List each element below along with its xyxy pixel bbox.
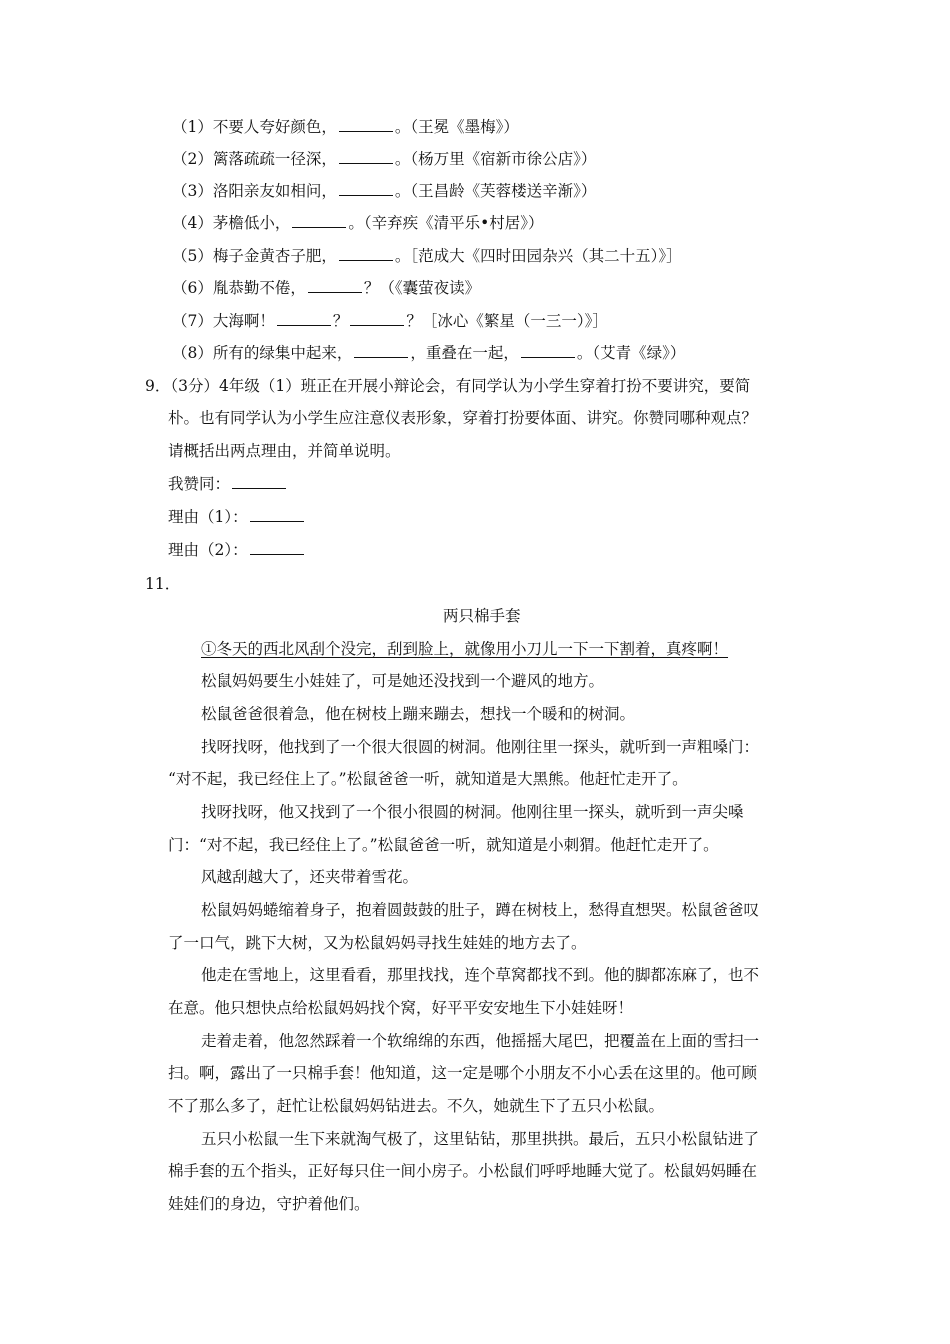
q9-reason-2-row <box>168 540 306 560</box>
q8-item-4-source: 。（辛弃疾《清平乐•村居》） <box>348 214 544 232</box>
q9-prompt-line-1: 9．（3分）4年级（1）班正在开展小辩论会，有同学认为小学生穿着打扮不要讲究，要简 <box>145 377 751 395</box>
answer-blank[interactable] <box>308 278 362 293</box>
q9-reason-1-label: 理由（1）： <box>168 508 248 526</box>
passage-line: 松鼠妈妈要生小娃娃了，可是她还没找到一个避风的地方。 <box>201 672 605 690</box>
underlined-sentence: ①冬天的西北风刮个没完，刮到脸上，就像用小刀儿一下一下割着，真疼啊！ <box>201 640 729 658</box>
passage-line: 风越刮越大了，还夹带着雪花。 <box>201 868 419 886</box>
answer-blank[interactable] <box>292 213 346 228</box>
q11-number: 11． <box>145 575 181 593</box>
q8-item-6-text: （6）胤恭勤不倦， <box>172 279 306 297</box>
answer-blank[interactable] <box>277 311 331 326</box>
q8-item-7-text: （7）大海啊！ <box>172 312 275 330</box>
answer-blank[interactable] <box>521 343 575 358</box>
answer-blank[interactable] <box>339 149 393 164</box>
q8-item-5-source: 。［范成大《四时田园杂兴（其二十五）》］ <box>394 247 682 265</box>
passage-line: “对不起，我已经住上了。”松鼠爸爸一听，就知道是大黑熊。他赶忙走开了。 <box>168 770 688 788</box>
passage-title: 两只棉手套 <box>443 607 521 625</box>
q8-item-5 <box>172 246 682 266</box>
answer-blank[interactable] <box>350 311 404 326</box>
passage-line: 了一口气，跳下大树，又为松鼠妈妈寻找生娃娃的地方去了。 <box>168 934 587 952</box>
answer-blank[interactable] <box>232 474 286 489</box>
q8-item-1 <box>172 117 519 137</box>
q8-item-6-source: ？（《囊萤夜读》 <box>363 279 481 297</box>
q8-item-7 <box>172 311 608 331</box>
q9-reason-1-row <box>168 507 306 527</box>
q8-item-2-text: （2）篱落疏疏一径深， <box>172 150 337 168</box>
answer-blank[interactable] <box>250 507 304 522</box>
q8-item-7-mid: ？ <box>332 312 349 330</box>
passage-line: 他走在雪地上，这里看看，那里找找，连个草窝都找不到。他的脚都冻麻了，也不 <box>201 966 760 984</box>
q8-item-5-text: （5）梅子金黄杏子肥， <box>172 247 337 265</box>
q8-item-3 <box>172 181 596 201</box>
q8-item-3-text: （3）洛阳亲友如相问， <box>172 182 337 200</box>
q8-item-8 <box>172 343 685 363</box>
q8-item-2 <box>172 149 596 169</box>
passage-line: 门：“对不起，我已经住上了。”松鼠爸爸一听，就知道是小刺猬。他赶忙走开了。 <box>168 836 719 854</box>
q9-prompt-line-2: 朴。也有同学认为小学生应注意仪表形象，穿着打扮要体面、讲究。你赞同哪种观点？ <box>168 409 758 427</box>
q8-item-8-source: 。（艾青《绿》） <box>576 344 686 362</box>
answer-blank[interactable] <box>339 117 393 132</box>
answer-blank[interactable] <box>354 343 408 358</box>
passage-line: 找呀找呀，他又找到了一个很小很圆的树洞。他刚往里一探头，就听到一声尖嗓 <box>201 803 744 821</box>
passage-line: 棉手套的五个指头，正好每只住一间小房子。小松鼠们呼呼地睡大觉了。松鼠妈妈睡在 <box>168 1162 758 1180</box>
passage-line: 娃娃们的身边，守护着他们。 <box>168 1195 370 1213</box>
q8-item-1-source: 。（王冕《墨梅》） <box>394 118 519 136</box>
q8-item-7-source: ？［冰心《繁星（一三一）》］ <box>406 312 608 330</box>
q9-agree-label: 我赞同： <box>168 475 231 493</box>
passage-line: 不了那么多了，赶忙让松鼠妈妈钻进去。不久，她就生下了五只小松鼠。 <box>168 1097 665 1115</box>
q8-item-8-text: （8）所有的绿集中起来， <box>172 344 353 362</box>
passage-line: 走着走着，他忽然踩着一个软绵绵的东西，他摇摇大尾巴，把覆盖在上面的雪扫一 <box>201 1032 760 1050</box>
passage-line: 五只小松鼠一生下来就淘气极了，这里钻钻，那里拱拱。最后，五只小松鼠钻进了 <box>201 1130 760 1148</box>
answer-blank[interactable] <box>250 540 304 555</box>
passage-line: 找呀找呀，他找到了一个很大很圆的树洞。他刚往里一探头，就听到一声粗嗓门： <box>201 738 760 756</box>
passage-line: 松鼠妈妈蜷缩着身子，抱着圆鼓鼓的肚子，蹲在树枝上，愁得直想哭。松鼠爸爸叹 <box>201 901 760 919</box>
passage-line: 松鼠爸爸很着急，他在树枝上蹦来蹦去，想找一个暖和的树洞。 <box>201 705 636 723</box>
q9-agree-row <box>168 474 288 494</box>
passage-line: 扫。啊，露出了一只棉手套！他知道，这一定是哪个小朋友不小心丢在这里的。他可顾 <box>168 1064 758 1082</box>
q8-item-8-mid: ，重叠在一起， <box>410 344 519 362</box>
q8-item-2-source: 。（杨万里《宿新市徐公店》） <box>394 150 597 168</box>
q8-item-6 <box>172 278 480 298</box>
q9-reason-2-label: 理由（2）： <box>168 541 248 559</box>
q8-item-3-source: 。（王昌龄《芙蓉楼送辛渐》） <box>394 182 597 200</box>
q8-item-4-text: （4）茅檐低小， <box>172 214 291 232</box>
answer-blank[interactable] <box>339 246 393 261</box>
q8-item-4 <box>172 213 544 233</box>
q8-item-1-text: （1）不要人夸好颜色， <box>172 118 337 136</box>
answer-blank[interactable] <box>339 181 393 196</box>
passage-line: 在意。他只想快点给松鼠妈妈找个窝，好平平安安地生下小娃娃呀！ <box>168 999 634 1017</box>
q9-prompt-line-3: 请概括出两点理由，并简单说明。 <box>168 442 401 460</box>
